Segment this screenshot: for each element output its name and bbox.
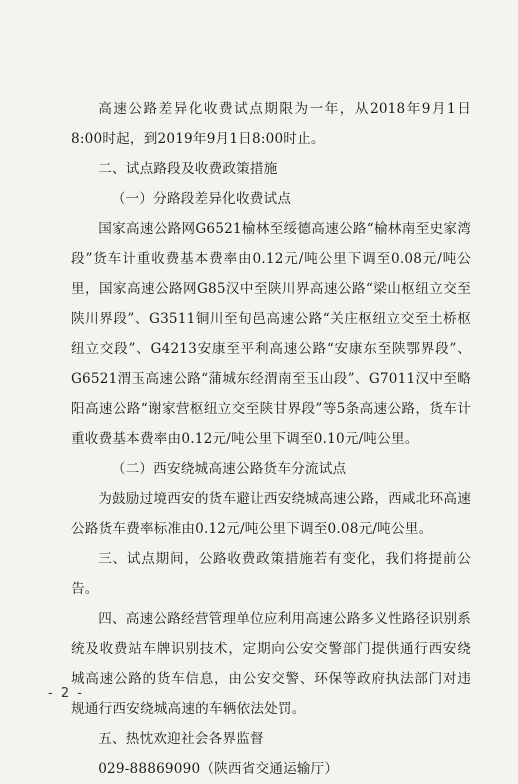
subsection-heading-differentiated-charging: （一）分路段差异化收费试点	[111, 191, 292, 207]
subsection-heading-xian-ring-diversion: （二）西安绕城高速公路货车分流试点	[111, 461, 347, 477]
paragraph-trial-period: 高速公路差异化收费试点期限为一年，从2018年9月1日8:00时起，到2019年9月1日8:00时止。	[71, 101, 471, 147]
paragraph-differentiated-rates: 国家高速公路网G6521榆林至绥德高速公路“榆林南至史家湾段”货车计重收费基本费率由0.12元/吨公里下调至0.08元/吨公里，国家高速公路网G85汉中至陕川界高速公路“梁山枢纽立交至陕川界段”、G3511铜川至旬邑高速公路“关庄枢纽立交至土桥枢纽立交段”、G4213安康至平利高速公路“安康东至陕鄂界段”、G6521渭玉高速公路“蒲城东经渭南至玉山段”、G7011汉中至略阳高速公路“谢家营枢纽立交至陕甘界段”等5条高速公路，货车计重收费基本费率由0.12元/吨公里下调至0.10元/吨公里。	[71, 221, 471, 447]
section-heading-policy-changes: 三、试点期间，公路收费政策措施若有变化，我们将提前公告。	[71, 551, 471, 597]
document-body	[71, 94, 471, 784]
paragraph-enforcement: 四、高速公路经营管理单位应利用高速公路多义性路径识别系统及收费站车牌识别技术，定期向公安交警部门提供通行西安绕城高速公路的货车信息，由公安交警、环保等政府执法部门对违规通行西安绕城高速的车辆依法处罚。	[71, 611, 471, 717]
page-number: - 2 -	[48, 686, 84, 701]
paragraph-xian-ring-rates: 为鼓励过境西安的货车避让西安绕城高速公路，西咸北环高速公路货车费率标准由0.12元/吨公里下调至0.08元/吨公里。	[71, 491, 471, 537]
section-heading-trial-sections: 二、试点路段及收费政策措施	[98, 161, 278, 177]
contact-phone: 029-88869090（陕西省交通运输厅）	[98, 761, 339, 777]
section-heading-supervision: 五、热忱欢迎社会各界监督	[98, 731, 264, 747]
